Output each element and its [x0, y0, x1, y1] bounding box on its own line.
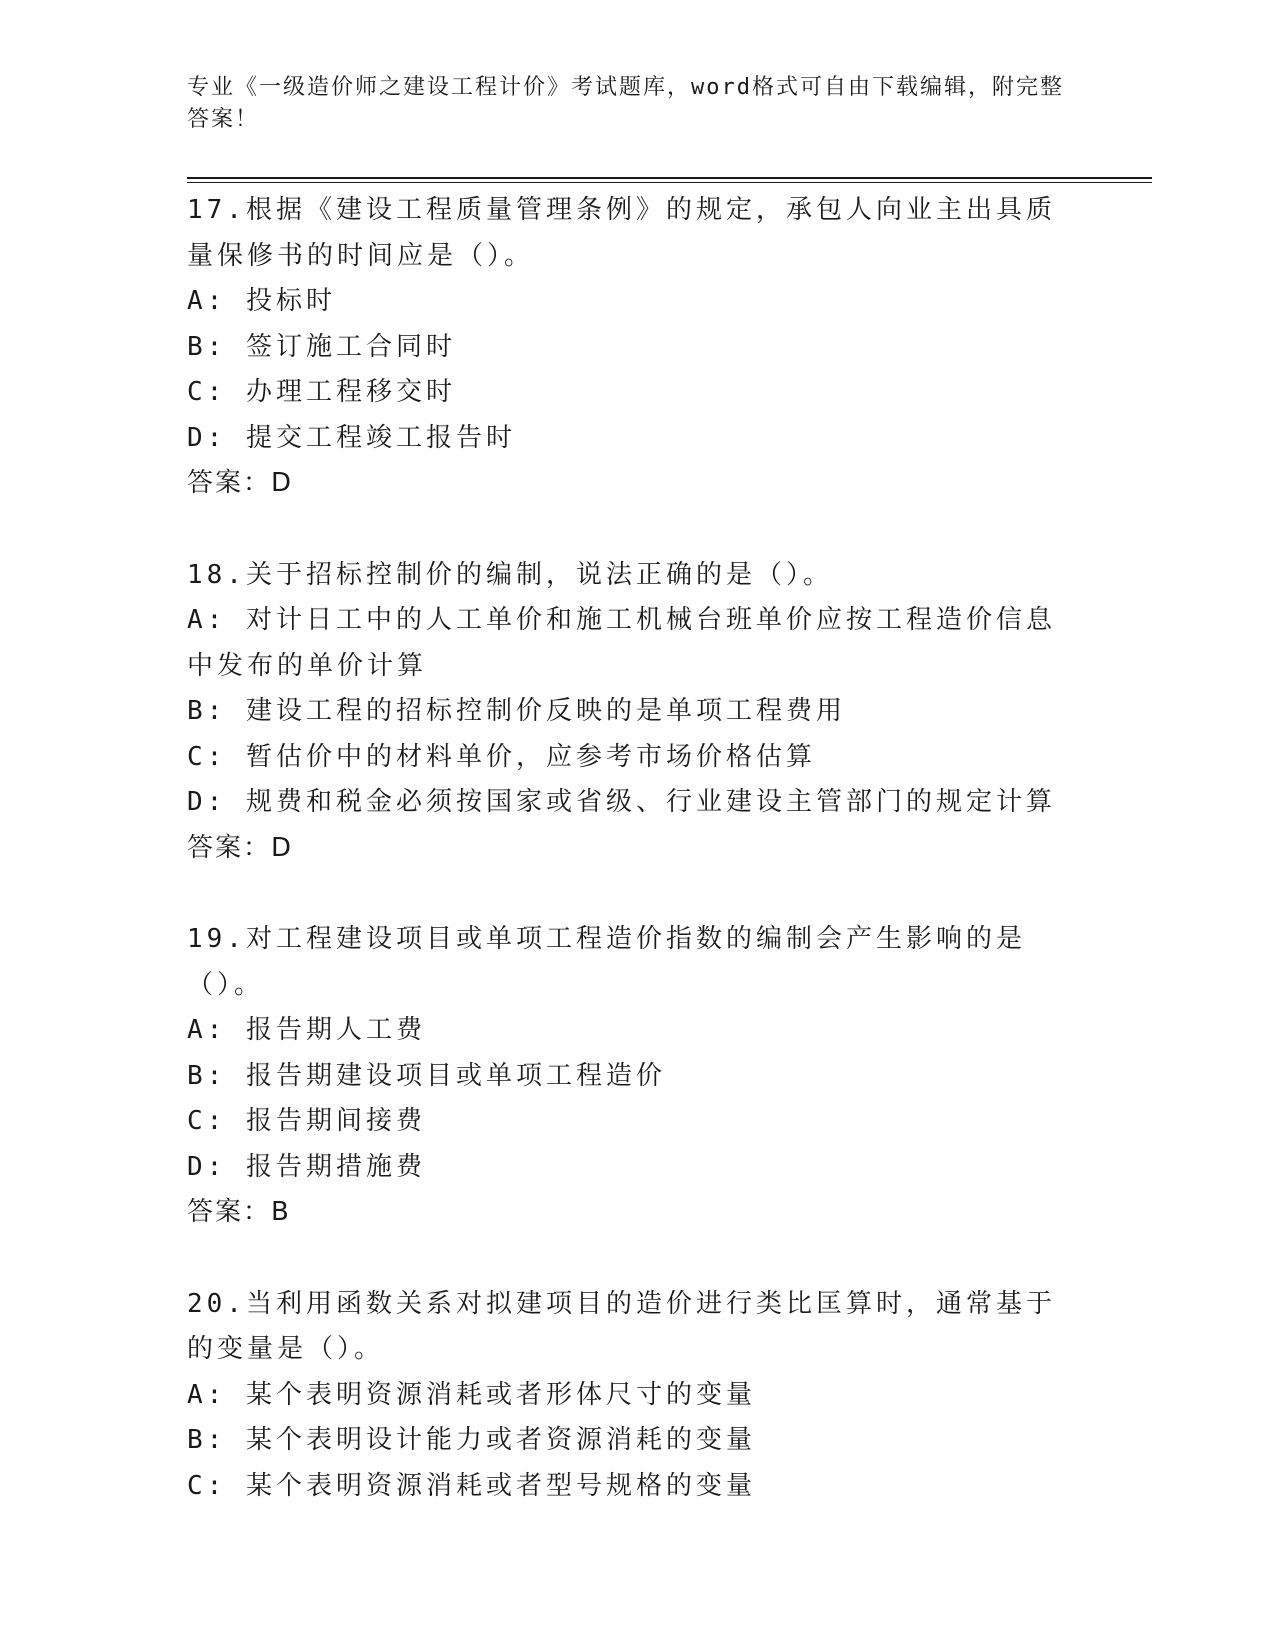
option-b: B: 报告期建设项目或单项工程造价: [187, 1060, 666, 1091]
question-list: [187, 188, 1087, 1555]
option-a: A: 某个表明资源消耗或者形体尺寸的变量: [187, 1379, 756, 1410]
question-20: [187, 1282, 1087, 1510]
answer-label: 答案：D: [187, 468, 294, 498]
question-stem: 18.关于招标控制价的编制，说法正确的是（）。: [187, 559, 833, 590]
option-b: B: 某个表明设计能力或者资源消耗的变量: [187, 1425, 756, 1455]
option-b: B: 签订施工合同时: [187, 331, 456, 362]
option-a: A: 投标时: [187, 286, 336, 316]
question-stem: 17.根据《建设工程质量管理条例》的规定，承包人向业主出具质量保修书的时间应是（）。: [187, 195, 1056, 271]
option-a: A: 报告期人工费: [187, 1015, 426, 1045]
option-c: C: 报告期间接费: [187, 1106, 426, 1136]
option-b: B: 建设工程的招标控制价反映的是单项工程费用: [187, 696, 846, 726]
answer-label: 答案：B: [187, 1197, 291, 1227]
question-stem: 20.当利用函数关系对拟建项目的造价进行类比匡算时，通常基于的变量是（）。: [187, 1288, 1056, 1364]
document-header: 专业《一级造价师之建设工程计价》考试题库，word格式可自由下载编辑，附完整答案！: [187, 75, 1064, 132]
option-c: C: 办理工程移交时: [187, 377, 456, 407]
header-rule-thin: [187, 182, 1152, 183]
option-d: D: 规费和税金必须按国家或省级、行业建设主管部门的规定计算: [187, 787, 1056, 817]
question-18: [187, 553, 1087, 872]
question-19: [187, 917, 1087, 1236]
option-d: D: 提交工程竣工报告时: [187, 422, 516, 453]
option-a: A: 对计日工中的人工单价和施工机械台班单价应按工程造价信息中发布的单价计算: [187, 605, 1056, 681]
option-d: D: 报告期措施费: [187, 1151, 426, 1182]
header-rule: [187, 177, 1152, 179]
answer-label: 答案：D: [187, 832, 294, 863]
option-c: C: 某个表明资源消耗或者型号规格的变量: [187, 1470, 756, 1501]
question-stem: 19.对工程建设项目或单项工程造价指数的编制会产生影响的是（）。: [187, 924, 1026, 1000]
question-17: [187, 188, 1087, 507]
option-c: C: 暂估价中的材料单价，应参考市场价格估算: [187, 741, 816, 772]
